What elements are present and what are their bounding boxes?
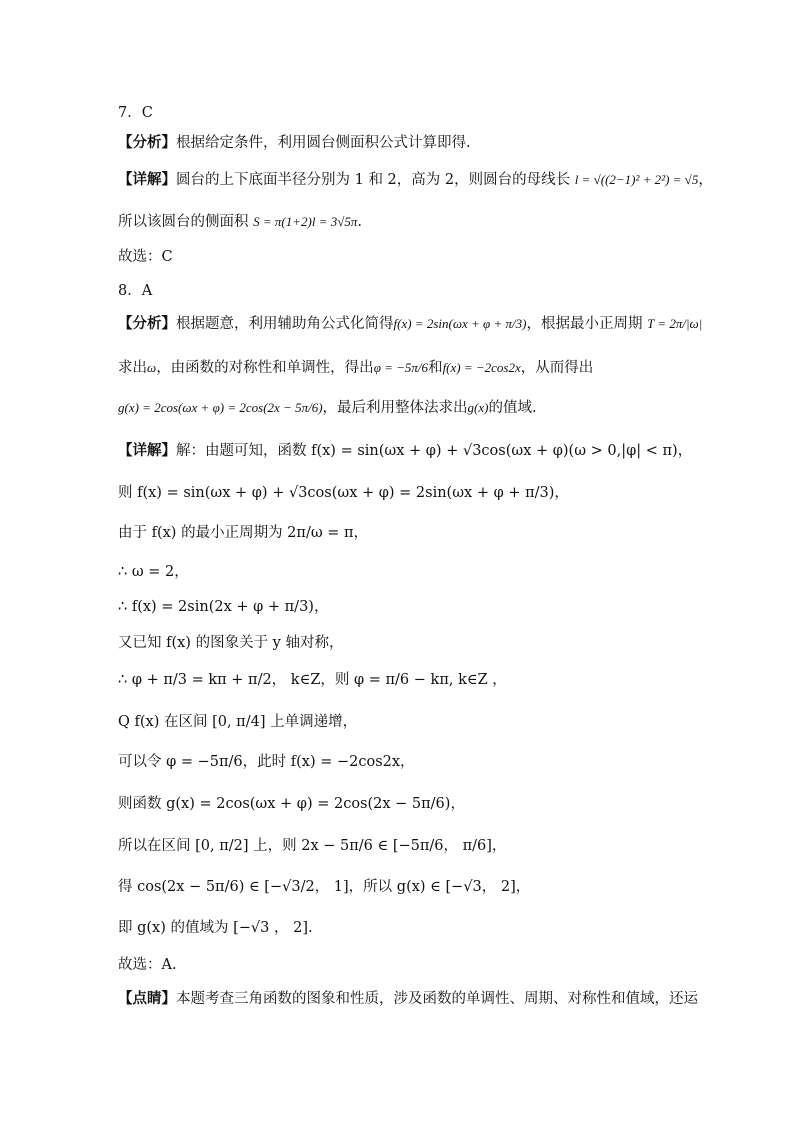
q8-analysis-text-7: ，最后利用整体法求出 — [322, 400, 468, 416]
q7-detail-line-1 — [118, 170, 713, 190]
q7-detail-line-2 — [118, 212, 362, 232]
q8-detail-step-9: 则函数 g(x) = 2cos(ωx + φ) = 2cos(2x − 5π/6)， — [118, 796, 465, 812]
q7-analysis-tag: 【分析】 — [118, 134, 176, 151]
q8-analysis-text-1: 根据题意，利用辅助角公式化简得 — [176, 316, 394, 332]
q8-analysis-line-1 — [118, 314, 702, 334]
q7-detail-text-2: 所以该圆台的侧面积 — [118, 214, 249, 230]
q7-slant-height-formula: l = √((2−1)² + 2²) = √5 — [574, 172, 699, 187]
q8-detail-step-1: 则 f(x) = sin(ωx + φ) + √3cos(ωx + φ) = 2sin(ωx + φ + π/3)， — [118, 485, 569, 501]
q8-number: 8．A — [118, 283, 153, 299]
q8-analysis-text-8: 的值域. — [488, 400, 537, 416]
q8-analysis-text-2: ，根据最小正周期 — [526, 316, 643, 332]
q8-analysis-text-3: 求出 — [118, 360, 147, 376]
q8-analysis-text-5: 和 — [428, 360, 443, 376]
q7-detail-tag: 【详解】 — [118, 171, 176, 188]
q8-analysis-line-3 — [118, 398, 537, 418]
q8-detail-step-10: 所以在区间 [0, π/2] 上，则 2x − 5π/6 ∈ [−5π/6， π/6]， — [118, 838, 507, 854]
q7-detail-comma: ， — [698, 172, 713, 188]
q8-analysis-formula-6: g(x) — [467, 400, 489, 415]
q8-analysis-formula-5: g(x) = 2cos(ωx + φ) = 2cos(2x − 5π/6) — [118, 400, 323, 415]
q8-analysis-text-6: ，从而得出 — [520, 360, 594, 376]
q8-comment-text: 本题考查三角函数的图象和性质，涉及函数的单调性、周期、对称性和值域，还运 — [176, 991, 698, 1007]
q8-detail-step-11: 得 cos(2x − 5π/6) ∈ [−√3/2， 1]，所以 g(x) ∈ [−√3， 2]， — [118, 879, 531, 895]
q8-detail-step-4: ∴ f(x) = 2sin(2x + φ + π/3)， — [118, 599, 329, 615]
q8-detail-step-5: 又已知 f(x) 的图象关于 y 轴对称， — [118, 635, 344, 651]
q7-number: 7．C — [118, 105, 153, 121]
q8-analysis-formula-3: φ = −5π/6 — [373, 360, 429, 375]
q7-detail-text-1: 圆台的上下底面半径分别为 1 和 2，高为 2，则圆台的母线长 — [176, 172, 571, 188]
q8-analysis-formula-1: f(x) = 2sin(ωx + φ + π/3) — [393, 316, 527, 331]
q8-detail-step-0 — [118, 441, 692, 461]
q8-comment-tag: 【点睛】 — [118, 990, 176, 1007]
q8-analysis-line-2 — [118, 358, 593, 378]
q8-detail-step-2: 由于 f(x) 的最小正周期为 2π/ω = π， — [118, 525, 369, 541]
q8-detail-step-3: ∴ ω = 2， — [118, 564, 189, 580]
q8-analysis-text-4: ，由函数的对称性和单调性，得出 — [156, 360, 374, 376]
q8-detail-step-13: 故选：A. — [118, 957, 177, 973]
q8-analysis-tag: 【分析】 — [118, 315, 176, 332]
q8-detail-step-8: 可以令 φ = −5π/6，此时 f(x) = −2cos2x， — [118, 754, 415, 770]
q7-area-formula: S = π(1+2)l = 3√5π — [253, 214, 358, 229]
q7-analysis — [118, 133, 471, 153]
q7-analysis-text: 根据给定条件，利用圆台侧面积公式计算即得. — [176, 135, 471, 151]
q8-detail-tag: 【详解】 — [118, 442, 176, 459]
q8-period-formula: T = 2π/|ω| — [647, 316, 703, 331]
q8-detail-step-7: Q f(x) 在区间 [0, π/4] 上单调递增， — [118, 714, 358, 730]
q7-detail-end: . — [357, 214, 362, 230]
q8-detail-step-6: ∴ φ + π/3 = kπ + π/2， k∈Z，则 φ = π/6 − kπ, k∈Z ， — [118, 672, 507, 688]
q8-analysis-formula-4: f(x) = −2cos2x — [442, 360, 521, 375]
q8-detail-step-12: 即 g(x) 的值域为 [−√3 ， 2]. — [118, 920, 313, 936]
q7-answer: 故选：C — [118, 249, 173, 265]
q8-step-text: 解：由题可知，函数 f(x) = sin(ωx + φ) + √3cos(ωx + φ)(ω > 0,|φ| < π)， — [176, 443, 693, 459]
q8-comment — [118, 989, 698, 1009]
q8-analysis-omega: ω — [147, 360, 157, 375]
